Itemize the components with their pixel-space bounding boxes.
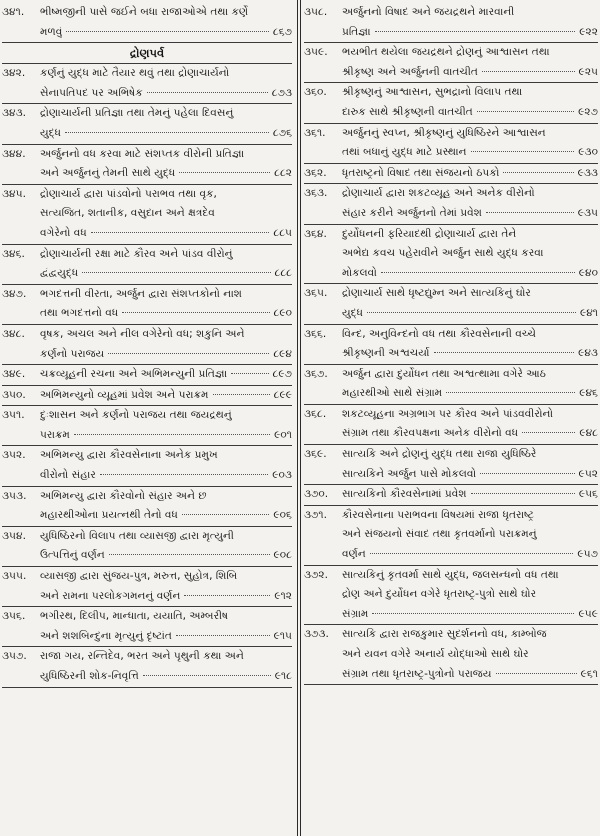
entry-title-line: મળવું [40, 25, 63, 38]
entry-number: ૩૫૫. [2, 570, 27, 583]
entry-number: ૩૬૭. [304, 367, 328, 380]
toc-entry [304, 124, 598, 164]
toc-entry [304, 164, 598, 185]
page-number: ૯૫૯ [578, 607, 598, 620]
entry-title-line: સંગ્રામ તથા ધૃતરાષ્ટ્ર-પુત્રોનો પરાજય [342, 667, 492, 680]
entry-title-line: યુધિષ્ઠિરની શોક-નિવૃત્તિ [40, 670, 139, 682]
entry-title [40, 185, 292, 244]
entry-title-line: રાજા ગય, રન્તિદેવ, ભરત અને પૃથુની કથા અને [40, 650, 244, 663]
page-number: ૯૩૩ [577, 166, 598, 179]
entry-title-last-line [342, 23, 598, 43]
entry-title-line: દ્રોણાચાર્ય દ્વારા શકટવ્યૂહ અને અનેક વીરોનો [342, 187, 535, 200]
entry-title-line: વગેરેનો વધ [40, 226, 87, 239]
entry-title-line: સંગ્રામ તથા કૌરવપક્ષના અનેક વીરોનો વધ [342, 427, 519, 440]
entry-title-line: ભગીરથ, દિલીપ, માન્ધાતા, યયાતિ, અમ્બરીષ [40, 610, 228, 623]
entry-title [40, 487, 292, 526]
dot-leader [381, 272, 575, 273]
entry-title-last-line [40, 224, 292, 244]
entry-title-line: વીરોનો સંહાર [40, 469, 96, 482]
page-number: ૮૮૮ [274, 267, 292, 280]
dot-leader [503, 172, 573, 173]
page-number: ૯૪૬ [579, 387, 598, 400]
entry-title-last-line [342, 545, 598, 565]
entry-title-line: સાત્યકિનું કૃતવર્મા સાથે યુદ્ધ, જલસન્ધનો વધ તથા [342, 568, 559, 581]
entry-title [40, 245, 292, 284]
entry-title [342, 325, 598, 364]
page-number: ૯૪૦ [578, 266, 598, 279]
entry-title-line: યુદ્ધ [342, 306, 363, 319]
entry-title [40, 567, 292, 606]
entry-title-line: પ્રતિજ્ઞા [342, 25, 371, 38]
toc-entry [2, 527, 292, 567]
entry-title-last-line [40, 345, 292, 365]
entry-title-last-line [342, 665, 598, 685]
dot-leader [370, 553, 574, 554]
dot-leader [496, 673, 577, 674]
entry-title-last-line [342, 63, 598, 83]
entry-number: ૩૬૯. [304, 448, 327, 461]
entry-title-line: મહારથીઓના પ્રયત્નથી તેનો વધ [40, 509, 178, 522]
dot-leader [367, 312, 576, 313]
entry-title-line: શ્રીકૃષ્ણનું આશ્વાસન, સુભદ્રાનો વિલાપ તથા [342, 86, 523, 99]
dot-leader [82, 272, 270, 273]
toc-entry [2, 446, 292, 486]
entry-title-line: કૌરવસેનાના પરાભવના વિષયમાં રાજા ધૃતરાષ્ટ્ર [342, 508, 534, 521]
entry-title [342, 225, 598, 284]
dot-leader [176, 635, 270, 636]
entry-number: ૩૪૧. [2, 6, 25, 18]
entry-title-line: અને સંજયનો સંવાદ તથા કૃતવર્માનો પરાક્રમનું [342, 528, 537, 541]
toc-entry [304, 83, 598, 123]
entry-title-line: અભિમન્યુ દ્વારા કૌરવસેનાના અનેક પ્રમુખ [40, 449, 218, 462]
entry-title [40, 386, 292, 406]
entry-title-last-line [342, 103, 598, 123]
toc-entry [2, 145, 292, 185]
entry-title-last-line [342, 485, 598, 505]
entry-title [40, 647, 292, 686]
dot-leader [100, 474, 268, 475]
entry-number: ૩૬૩. [304, 187, 328, 200]
entry-title-last-line [342, 465, 598, 485]
entry-title-line: કર્ણનો પરાજય [40, 347, 105, 360]
dot-leader [182, 514, 270, 515]
entry-title-last-line [40, 386, 292, 406]
dot-leader [91, 232, 270, 233]
toc-entry [304, 325, 598, 365]
entry-title-line: દ્રોણાચાર્યની રક્ષા માટે કૌરવ અને પાંડવ વીરોનું [40, 247, 233, 260]
entry-title-last-line [40, 667, 292, 687]
entry-title [342, 43, 598, 82]
toc-entry [304, 284, 598, 324]
dot-leader [179, 172, 270, 173]
entry-title [342, 485, 598, 505]
entry-title-line: શ્રીકૃષ્ણની અશ્વચર્યા [342, 347, 430, 360]
toc-entry [304, 225, 598, 285]
entry-number: ૩૫૮. [304, 6, 328, 18]
dot-leader [108, 353, 269, 354]
entry-title-line: સાત્યકિ દ્વારા રાજકુમાર સુદર્શનનો વધ, કામ્બોજ [342, 628, 547, 641]
entry-number: ૩૬૧. [304, 126, 326, 139]
toc-entry [2, 285, 292, 325]
dot-leader [143, 675, 271, 676]
entry-title-line: વૃષક, અચલ અને નીલ વગેરેનો વધ; શકુનિ અને [40, 327, 245, 340]
page-number: ૯૨૭ [578, 105, 598, 118]
entry-title-last-line [342, 204, 598, 224]
entry-title [40, 365, 292, 385]
entry-title [40, 3, 292, 42]
entry-title [40, 325, 292, 364]
entry-number: ૩૭૨. [304, 568, 329, 581]
dot-leader [213, 394, 270, 395]
page-number: ૯૨૫ [578, 65, 598, 78]
page-number: ૯૩૫ [577, 206, 598, 219]
dot-leader [65, 132, 269, 133]
page-number: ૮૭૬ [272, 126, 292, 139]
entry-title-line: અર્જુનનો વિષાદ અને જયદ્રથને મારવાની [342, 6, 515, 18]
toc-entry [2, 607, 292, 647]
page-number: ૯૫૭ [577, 548, 598, 561]
toc-entry [2, 406, 292, 446]
section-heading: દ્રોણપર્વ [2, 43, 292, 64]
entry-number: ૩૪૫. [2, 187, 26, 200]
entry-title-last-line [40, 627, 292, 647]
entry-title-line: વ્યાસજી દ્વારા સુંજય-પુત્ર, મરુત્ત, સુહોત્ર, શિબિ [40, 570, 238, 583]
page-number: ૯૫૨ [578, 467, 598, 480]
entry-title-last-line [342, 344, 598, 364]
entry-title-line: અને યવન વગેરે અનાર્ય યોદ્ધાઓ સાથે ઘોર [342, 648, 529, 660]
entry-title-line: સત્યજિત, શતાનીક, વસુદાન અને ક્ષત્રદેવ [40, 207, 215, 220]
entry-title-last-line [342, 264, 598, 284]
entry-title-line: શ્રીકૃષ્ણ અને અર્જુનની વાતચીત [342, 65, 478, 78]
dot-leader [375, 31, 576, 32]
entry-title-last-line [342, 143, 598, 163]
toc-entry [304, 566, 598, 626]
entry-title-line: દારુક સાથે શ્રીકૃષ્ણની વાતચીત [342, 105, 473, 118]
toc-entry [304, 405, 598, 445]
entry-title-line: દ્રોણાચાર્યની પ્રતિજ્ઞા તથા તેમનું પહેલા દિવસનું [40, 107, 234, 120]
dot-leader [109, 554, 270, 555]
dot-leader [480, 473, 574, 474]
entry-title-last-line [342, 164, 598, 184]
entry-number: ૩૭૩. [304, 628, 329, 641]
entry-number: ૩૫૧. [2, 409, 25, 422]
entry-title-last-line [342, 605, 598, 625]
entry-number: ૩૪૬. [2, 247, 25, 260]
entry-number: ૩૬૮. [304, 407, 327, 420]
entry-number: ૩૬૪. [304, 227, 327, 240]
dot-leader [122, 312, 269, 313]
entry-title-line: યુદ્ધ [40, 126, 61, 139]
entry-number: ૩૬૫. [304, 287, 328, 300]
entry-title-line: અને રામના પરલોકગમનનું વર્ણન [40, 589, 181, 602]
entry-title [342, 566, 598, 625]
entry-title-last-line [40, 304, 292, 324]
entry-number: ૩૬૦. [304, 86, 327, 99]
entry-title [342, 405, 598, 444]
entry-number: ૩૬૬. [304, 327, 327, 340]
entry-title [40, 145, 292, 184]
page-number: ૯૧૫ [273, 629, 292, 642]
entry-title [342, 83, 598, 122]
entry-title [342, 506, 598, 565]
entry-title-line: ભયભીત થયેલા જયદ્રથને દ્રોણનું આશ્વાસન તથા [342, 46, 550, 59]
entry-title-last-line [40, 426, 292, 446]
toc-entry [2, 185, 292, 245]
dot-leader [482, 71, 575, 72]
entry-title-last-line [342, 384, 598, 404]
entry-title-line: દ્રોણ અને દુર્યોધન વગેરે ધૃતરાષ્ટ્ર-પુત્રો સાથે ઘોર [342, 588, 537, 601]
entry-title-line: અભિમન્યુનો વ્યૂહમાં પ્રવેશ અને પરાક્રમ [40, 388, 209, 401]
entry-title-line: કર્ણનું યુદ્ધ માટે તૈયાર થવું તથા દ્રોણાચાર્યનો [40, 67, 230, 80]
dot-leader [486, 212, 574, 213]
page-number: ૮૮૨ [274, 167, 292, 180]
entry-title [342, 625, 598, 684]
toc-entry [2, 487, 292, 527]
column-divider [297, 0, 298, 836]
entry-title-last-line [342, 304, 598, 324]
entry-title-line: અર્જુનનું સ્વપ્ન, શ્રીકૃષ્ણનું યુધિષ્ઠિરને આશ્વાસન [342, 126, 546, 139]
dot-leader [231, 373, 268, 374]
entry-title-last-line [40, 264, 292, 284]
entry-title-last-line [40, 546, 292, 566]
column-divider-inner [300, 0, 301, 836]
entry-number: ૩૫૬. [2, 610, 26, 623]
page-number: ૯૦૧ [274, 428, 292, 441]
entry-title [342, 284, 598, 323]
entry-number: ૩૫૯. [304, 46, 328, 59]
entry-number: ૩૫૨. [2, 449, 26, 462]
entry-number: ૩૪૨. [2, 67, 26, 80]
entry-number: ૩૪૩. [2, 107, 27, 120]
entry-title-line: અભેદ્ય કવચ પહેરાવીને અર્જુન સાથે યુદ્ધ કરવા [342, 247, 544, 260]
dot-leader [66, 31, 269, 32]
entry-number: ૩૫૦. [2, 388, 26, 401]
entry-title-line: અને શશબિન્દુના મૃત્યુનું દૃષ્ટાંત [40, 629, 172, 642]
entry-title-last-line [40, 466, 292, 486]
page-number: ૮૮૫ [273, 226, 292, 239]
dot-leader [477, 111, 574, 112]
entry-title [342, 445, 598, 484]
dot-leader [434, 352, 575, 353]
toc-entry [304, 625, 598, 685]
entry-number: ૩૪૪. [2, 147, 26, 160]
toc-entry [2, 365, 292, 386]
entry-title-line: અને અર્જુનનું તેમની સાથે યુદ્ધ [40, 167, 176, 180]
entry-title [40, 64, 292, 103]
dot-leader [372, 613, 574, 614]
page-number: ૯૦૬ [273, 509, 292, 522]
entry-title-line: ઉત્પત્તિનું વર્ણન [40, 549, 105, 562]
toc-entry [304, 506, 598, 566]
page-number: ૯૦૩ [272, 469, 292, 482]
toc-entry [2, 64, 292, 104]
entry-title-line: દ્વંદ્વયુદ્ધ [40, 267, 79, 280]
toc-entry [304, 485, 598, 506]
entry-title-last-line [40, 23, 292, 43]
entry-title-line: અર્જુન દ્વારા દુર્યોધન તથા અશ્વત્થામા વગેરે આઠ [342, 367, 546, 380]
entry-title-line: દુઃશાસન અને કર્ણનો પરાજય તથા જયદ્રથનું [40, 409, 232, 422]
entry-number: ૩૬૨. [304, 166, 327, 179]
toc-entry [2, 3, 292, 43]
entry-title-last-line [40, 124, 292, 144]
dot-leader [184, 595, 270, 596]
page-number: ૮૭૩ [271, 86, 292, 99]
entry-number: ૩૪૭. [2, 287, 27, 300]
entry-title-last-line [40, 84, 292, 104]
toc-entry [2, 386, 292, 407]
toc-entry [304, 3, 598, 43]
entry-number: ૩૫૭. [2, 650, 27, 663]
entry-title-line: સંહાર કરીને અર્જુનનો તેમાં પ્રવેશ [342, 206, 482, 219]
entry-title-last-line [40, 587, 292, 607]
dot-leader [446, 392, 575, 393]
entry-title [342, 124, 598, 163]
entry-title-line: દુર્યોધનની ફરિયાદથી દ્રોણાચાર્ય દ્વારા તેને [342, 227, 517, 240]
entry-number: ૩૫૪. [2, 529, 26, 542]
dot-leader [74, 434, 270, 435]
page-number: ૮૯૦ [273, 307, 292, 320]
entry-number: ૩૪૯. [2, 368, 26, 381]
toc-left-column [2, 3, 292, 833]
page-number: ૯૪૮ [579, 427, 598, 440]
entry-title-line: ભગદત્તની વીરતા, અર્જુન દ્વારા સંશપ્તકોનો નાશ [40, 287, 242, 300]
page-number: ૮૯૯ [273, 388, 292, 401]
dot-leader [471, 493, 575, 494]
toc-right-column [304, 3, 598, 833]
dot-leader [147, 92, 268, 93]
entry-title [40, 446, 292, 485]
page-number: ૯૫૬ [578, 488, 598, 501]
entry-title-line: શકટવ્યૂહના અગ્રભાગ પર કૌરવ અને પાંડવવીરોનો [342, 407, 554, 420]
entry-title-line: સાત્યકિ અને દ્રોણનું યુદ્ધ તથા રાજા યુધિષ્ઠિરે [342, 448, 537, 461]
entry-title-last-line [40, 506, 292, 526]
dot-leader [471, 151, 575, 152]
entry-title-line: ભીષ્મજીની પાસે જઈને બધા રાજાઓએ તથા કર્ણે [40, 6, 249, 18]
entry-title-line: દ્રોણાચાર્ય સાથે ધૃષ્ટદ્યુમ્ન અને સાત્યકિનું ઘોર [342, 287, 531, 300]
entry-title-line: વિન્દ, અનુવિન્દનો વધ તથા કૌરવસેનાની વચ્ચે [342, 327, 536, 340]
entry-title-line: સંગ્રામ [342, 607, 369, 620]
entry-title-line: મહારથીઓ સાથે સંગ્રામ [342, 387, 443, 400]
page-number: ૯૬૧ [580, 667, 598, 680]
entry-title-line: ચક્રવ્યૂહની રચના અને અભિમન્યુની પ્રતિજ્ઞા [40, 368, 228, 381]
toc-entry [2, 104, 292, 144]
entry-title [40, 104, 292, 143]
toc-entry [2, 567, 292, 607]
page-number: ૮૬૭ [272, 25, 292, 38]
entry-title-line: પરાક્રમ [40, 428, 70, 441]
page-number: ૮૯૪ [273, 347, 292, 360]
entry-title [40, 406, 292, 445]
entry-title-line: અર્જુનનો વધ કરવા માટે સંશપ્તક વીરોની પ્રતિજ્ઞા [40, 147, 245, 160]
entry-title-line: દ્રોણાચાર્ય દ્વારા પાંડવોનો પરાભવ તથા વૃક, [40, 187, 217, 200]
entry-title-line: સાત્યકિને અર્જુન પાસે મોકલવો [342, 467, 477, 480]
toc-entry [2, 647, 292, 687]
toc-entry [2, 245, 292, 285]
entry-title-last-line [40, 365, 292, 385]
page-number: ૮૯૭ [272, 368, 292, 381]
page-number: ૯૪૧ [579, 306, 598, 319]
entry-number: ૩૫૩. [2, 489, 27, 502]
page-number: ૯૧૮ [274, 670, 292, 682]
entry-number: ૩૪૮. [2, 327, 25, 340]
entry-title [40, 607, 292, 646]
toc-entry [2, 325, 292, 365]
entry-title-line: સેનાપતિપદ પર અભિષેક [40, 86, 143, 99]
entry-title [342, 184, 598, 223]
toc-entry [304, 43, 598, 83]
toc-entry [304, 365, 598, 405]
entry-number: ૩૭૧. [304, 508, 327, 521]
entry-title-line: તથાં બધાનું યુદ્ધ માટે પ્રસ્થાન [342, 146, 467, 159]
entry-title-line: સાત્યકિનો કૌરવસેનામાં પ્રવેશ [342, 488, 467, 501]
entry-title [342, 365, 598, 404]
toc-entry [304, 184, 598, 224]
entry-title-line: ધૃતરાષ્ટ્રનો વિષાદ તથા સંજયનો ઠપકો [342, 166, 500, 179]
entry-title-line: યુધિષ્ઠિરનો વિલાપ તથા વ્યાસજી દ્વારા મૃત્યુની [40, 529, 234, 542]
page-number: ૯૦૮ [273, 549, 292, 562]
entry-title [342, 3, 598, 42]
page-number: ૯૩૦ [578, 146, 598, 159]
page-number: ૯૨૨ [579, 25, 598, 38]
entry-title-line: અભિમન્યુ દ્વારા કૌરવોનો સંહાર અને છ [40, 489, 207, 502]
entry-title-line: વર્ણન [342, 548, 366, 561]
entry-title-line: મોકલવો [342, 266, 377, 279]
entry-title [40, 527, 292, 566]
dot-leader [522, 432, 575, 433]
entry-title-last-line [40, 164, 292, 184]
entry-title [342, 164, 598, 184]
entry-title [40, 285, 292, 324]
entry-number: ૩૭૦. [304, 488, 329, 501]
page-number: ૯૪૩ [578, 347, 598, 360]
entry-title-last-line [342, 424, 598, 444]
page-number: ૯૧૨ [274, 589, 292, 602]
entry-title-line: તથા ભગદત્તનો વધ [40, 307, 119, 320]
toc-entry [304, 445, 598, 485]
